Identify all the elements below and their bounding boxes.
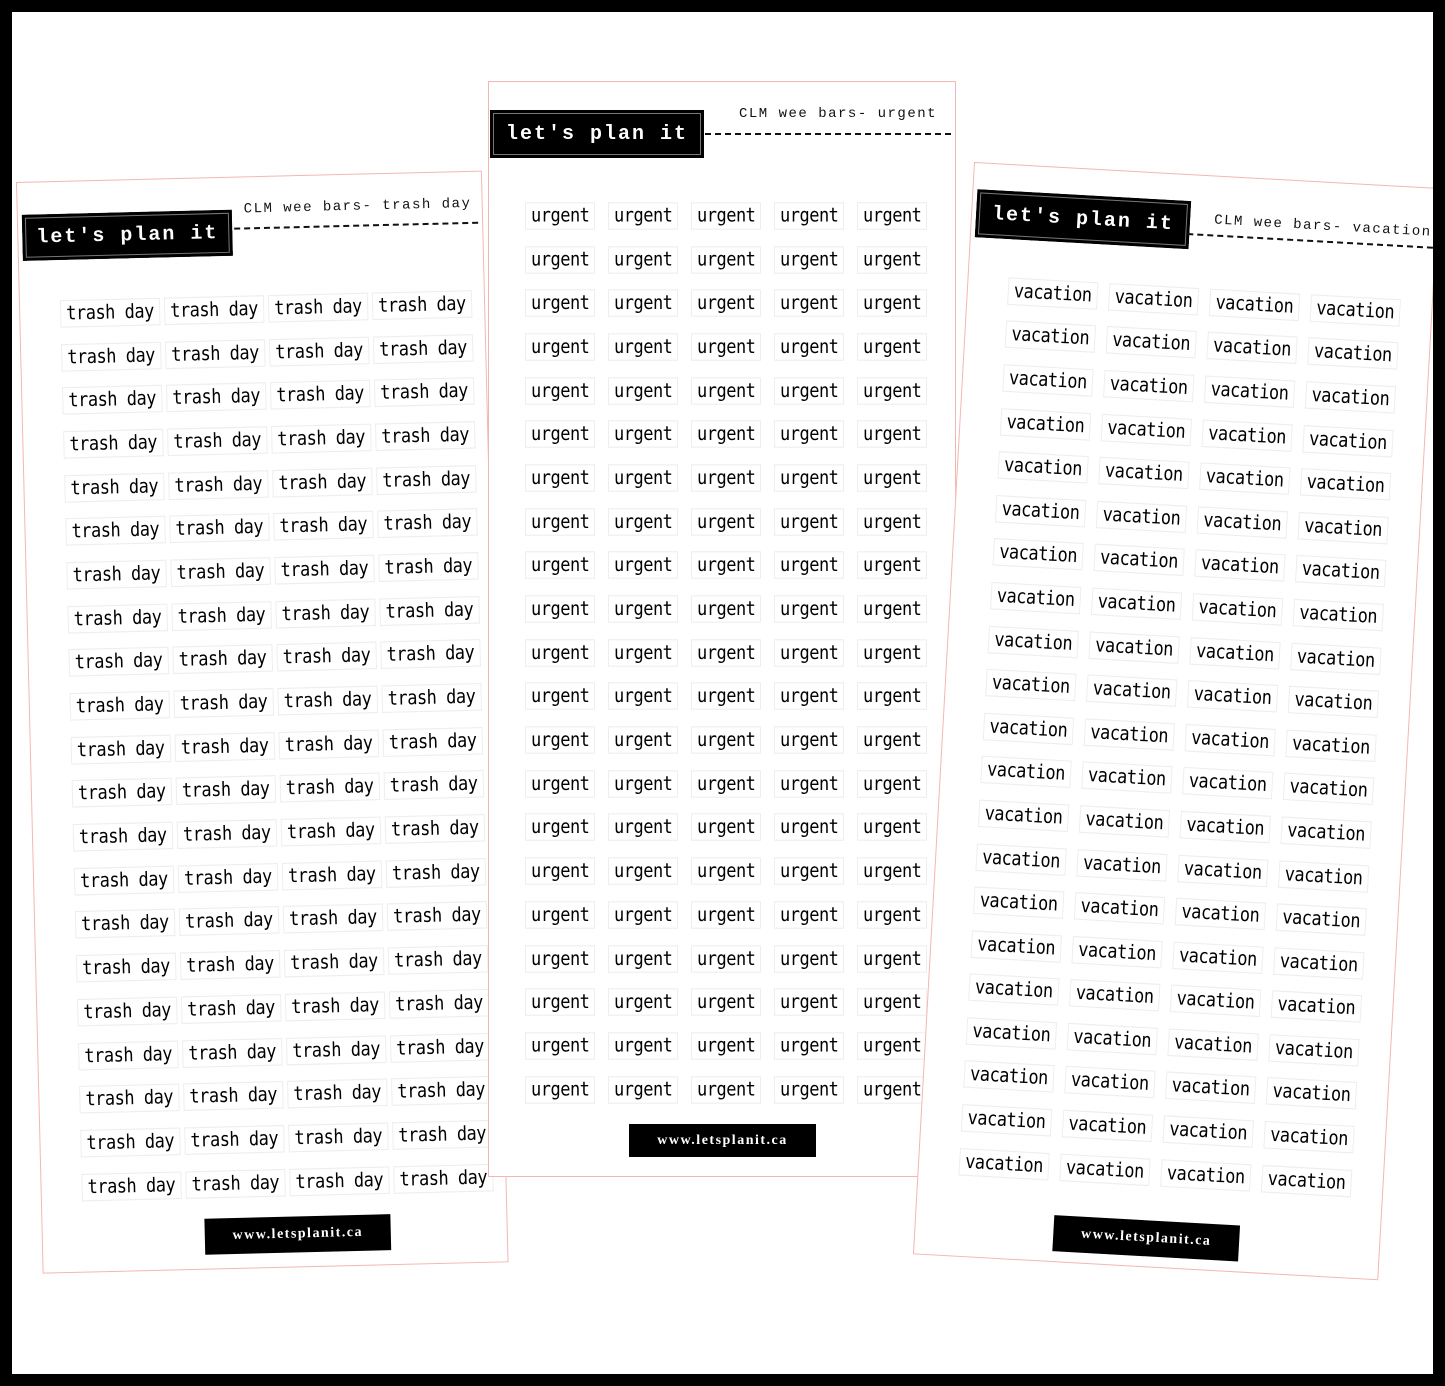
sticker-label: trash day — [79, 1084, 179, 1114]
sticker-label: trash day — [184, 1125, 284, 1155]
sticker-label: vacation — [1266, 1077, 1357, 1110]
sticker-label: urgent — [608, 814, 678, 842]
sticker-label: urgent — [525, 508, 595, 536]
sticker-label: vacation — [1271, 990, 1362, 1023]
sticker-label: urgent — [691, 464, 761, 492]
sticker-label: trash day — [381, 683, 481, 713]
sticker-label: trash day — [271, 424, 371, 454]
sticker-label: urgent — [857, 945, 927, 973]
sticker-label: trash day — [182, 1037, 282, 1067]
sticker-label: urgent — [525, 814, 595, 842]
sticker-label: vacation — [1290, 642, 1381, 675]
sticker-label: vacation — [971, 930, 1062, 963]
sticker-label: vacation — [1209, 288, 1300, 321]
sticker-label: vacation — [1084, 718, 1175, 751]
title-divider — [705, 133, 951, 135]
sticker-label: urgent — [857, 246, 927, 274]
sticker-label: urgent — [857, 552, 927, 580]
sticker-label: trash day — [281, 817, 381, 847]
sticker-label: urgent — [691, 726, 761, 754]
sticker-label: vacation — [980, 756, 1071, 789]
sticker-label: urgent — [608, 202, 678, 230]
sticker-label: trash day — [176, 775, 276, 805]
sticker-label: vacation — [1263, 1121, 1354, 1154]
sticker-label: vacation — [1180, 811, 1271, 844]
sticker-label: trash day — [183, 1081, 283, 1111]
sticker-label: trash day — [75, 909, 175, 939]
sticker-label: vacation — [988, 625, 1079, 658]
sticker-label: urgent — [608, 901, 678, 929]
sticker-label: urgent — [774, 945, 844, 973]
sticker-label: trash day — [164, 295, 264, 325]
sticker-label: vacation — [997, 451, 1088, 484]
sticker-label: vacation — [1194, 550, 1285, 583]
sticker-label: urgent — [774, 857, 844, 885]
sticker-label: urgent — [691, 377, 761, 405]
sticker-label: urgent — [774, 508, 844, 536]
sticker-label: trash day — [388, 945, 488, 975]
sticker-label: vacation — [1305, 381, 1396, 414]
sheet-title: CLM wee bars- urgent — [739, 106, 938, 122]
sticker-label: trash day — [286, 1035, 386, 1065]
sticker-label: urgent — [525, 770, 595, 798]
sticker-label: vacation — [1295, 555, 1386, 588]
sticker-label: trash day — [167, 426, 267, 456]
sticker-label: trash day — [386, 858, 486, 888]
sticker-label: vacation — [975, 843, 1066, 876]
sticker-sheet-vacation — [913, 162, 1433, 1280]
sticker-label: vacation — [1268, 1034, 1359, 1067]
sticker-label: trash day — [65, 516, 165, 546]
sticker-label: urgent — [691, 420, 761, 448]
sticker-label: trash day — [377, 508, 477, 538]
sticker-label: trash day — [71, 734, 171, 764]
sticker-label: urgent — [525, 552, 595, 580]
sticker-label: vacation — [973, 886, 1064, 919]
sticker-label: vacation — [1283, 773, 1374, 806]
sticker-label: urgent — [857, 377, 927, 405]
sticker-label: urgent — [608, 639, 678, 667]
sticker-label: trash day — [81, 1171, 181, 1201]
sticker-label: trash day — [277, 686, 377, 716]
sticker-label: trash day — [389, 989, 489, 1019]
sticker-label: vacation — [1105, 326, 1196, 359]
sticker-label: trash day — [272, 467, 372, 497]
sticker-label: vacation — [1206, 332, 1297, 365]
sticker-label: trash day — [282, 860, 382, 890]
sticker-label: urgent — [774, 1032, 844, 1060]
sticker-label: urgent — [608, 857, 678, 885]
sticker-label: vacation — [963, 1061, 1054, 1094]
sticker-label: urgent — [608, 988, 678, 1016]
sticker-label: urgent — [525, 945, 595, 973]
sticker-label: urgent — [525, 1076, 595, 1104]
website-label: www.letsplanit.ca — [629, 1124, 816, 1157]
sticker-label: trash day — [181, 994, 281, 1024]
sticker-label: trash day — [393, 1163, 493, 1193]
sticker-label: urgent — [857, 857, 927, 885]
sticker-label: urgent — [774, 901, 844, 929]
sticker-label: trash day — [80, 1127, 180, 1157]
sticker-label: trash day — [72, 778, 172, 808]
sticker-label: trash day — [374, 377, 474, 407]
sticker-label: urgent — [691, 246, 761, 274]
sticker-label: vacation — [1192, 593, 1283, 626]
sticker-label: urgent — [691, 901, 761, 929]
sticker-label: urgent — [608, 1076, 678, 1104]
sticker-label: trash day — [276, 642, 376, 672]
sticker-label: vacation — [1285, 729, 1376, 762]
sticker-sheet-trash-day — [16, 171, 509, 1274]
sticker-label: urgent — [857, 1032, 927, 1060]
sticker-label: urgent — [774, 988, 844, 1016]
sticker-label: vacation — [1170, 985, 1261, 1018]
sticker-label: trash day — [289, 1166, 389, 1196]
sticker-label: trash day — [270, 380, 370, 410]
sticker-label: urgent — [857, 814, 927, 842]
sticker-label: vacation — [968, 974, 1059, 1007]
sticker-label: trash day — [284, 948, 384, 978]
sticker-label: vacation — [1182, 767, 1273, 800]
sticker-label: trash day — [373, 334, 473, 364]
sticker-sheet-urgent — [488, 81, 956, 1177]
sticker-label: trash day — [77, 996, 177, 1026]
sticker-label: trash day — [180, 950, 280, 980]
sticker-grid — [958, 269, 1418, 1206]
sticker-label: trash day — [175, 732, 275, 762]
sticker-label: urgent — [774, 1076, 844, 1104]
sticker-label: vacation — [1108, 283, 1199, 316]
sticker-grid — [525, 194, 945, 1111]
sticker-label: vacation — [1091, 587, 1182, 620]
sticker-label: urgent — [857, 988, 927, 1016]
sticker-label: trash day — [392, 1120, 492, 1150]
sticker-label: urgent — [525, 726, 595, 754]
sticker-label: trash day — [73, 822, 173, 852]
sticker-label: vacation — [1184, 724, 1275, 757]
sticker-label: urgent — [691, 639, 761, 667]
sticker-label: trash day — [390, 1032, 490, 1062]
sticker-label: trash day — [376, 465, 476, 495]
sticker-label: trash day — [62, 385, 162, 415]
sticker-label: urgent — [691, 1076, 761, 1104]
sticker-label: urgent — [525, 377, 595, 405]
sticker-label: vacation — [1167, 1028, 1258, 1061]
sticker-label: urgent — [691, 508, 761, 536]
sticker-label: urgent — [857, 464, 927, 492]
sticker-label: trash day — [169, 513, 269, 543]
sticker-label: trash day — [67, 603, 167, 633]
sticker-label: trash day — [391, 1076, 491, 1106]
sticker-label: trash day — [68, 647, 168, 677]
sticker-label: urgent — [525, 289, 595, 317]
sticker-label: urgent — [525, 333, 595, 361]
sticker-label: trash day — [179, 906, 279, 936]
sticker-label: urgent — [774, 726, 844, 754]
sticker-label: urgent — [774, 464, 844, 492]
sticker-label: urgent — [608, 377, 678, 405]
sticker-label: vacation — [1300, 468, 1391, 501]
sticker-label: trash day — [171, 601, 271, 631]
sticker-label: vacation — [1273, 947, 1364, 980]
sticker-label: vacation — [1096, 500, 1187, 533]
sheet-title: CLM wee bars- trash day — [243, 195, 472, 218]
sticker-label: urgent — [608, 770, 678, 798]
sticker-label: urgent — [608, 289, 678, 317]
sticker-label: vacation — [1076, 849, 1167, 882]
sticker-label: trash day — [173, 688, 273, 718]
sticker-label: urgent — [608, 552, 678, 580]
sticker-label: urgent — [608, 945, 678, 973]
sticker-label: urgent — [525, 464, 595, 492]
sticker-label: trash day — [177, 819, 277, 849]
sticker-label: urgent — [857, 289, 927, 317]
sticker-grid — [60, 282, 492, 1209]
sticker-label: urgent — [774, 202, 844, 230]
sticker-label: trash day — [387, 901, 487, 931]
sticker-label: urgent — [691, 857, 761, 885]
brand-label: let's plan it — [975, 189, 1191, 249]
sticker-label: urgent — [691, 552, 761, 580]
sticker-label: urgent — [691, 814, 761, 842]
sticker-label: urgent — [774, 377, 844, 405]
canvas — [12, 12, 1433, 1374]
sticker-label: trash day — [274, 555, 374, 585]
sheet-title: CLM wee bars- vacation — [1213, 212, 1433, 241]
sticker-label: vacation — [985, 669, 1076, 702]
sticker-label: urgent — [608, 464, 678, 492]
sticker-label: vacation — [995, 495, 1086, 528]
title-divider — [234, 222, 478, 230]
sticker-label: vacation — [1189, 637, 1280, 670]
sticker-label: urgent — [691, 1032, 761, 1060]
sticker-label: urgent — [857, 901, 927, 929]
sticker-label: vacation — [1071, 936, 1162, 969]
sticker-label: vacation — [1261, 1165, 1352, 1198]
sticker-label: urgent — [691, 683, 761, 711]
sticker-label: vacation — [990, 582, 1081, 615]
sticker-label: trash day — [61, 341, 161, 371]
sticker-label: trash day — [172, 644, 272, 674]
sticker-label: vacation — [958, 1148, 1049, 1181]
sticker-label: urgent — [608, 508, 678, 536]
sticker-label: trash day — [170, 557, 270, 587]
sticker-label: vacation — [1069, 979, 1160, 1012]
sticker-label: urgent — [691, 289, 761, 317]
sticker-label: vacation — [992, 538, 1083, 571]
sticker-label: vacation — [983, 712, 1074, 745]
sticker-label: trash day — [76, 953, 176, 983]
sticker-label: vacation — [1175, 898, 1266, 931]
sticker-label: urgent — [857, 420, 927, 448]
sticker-label: vacation — [1278, 860, 1369, 893]
sticker-label: urgent — [857, 770, 927, 798]
sticker-label: trash day — [375, 421, 475, 451]
sticker-label: urgent — [857, 202, 927, 230]
sticker-label: vacation — [1204, 375, 1295, 408]
sticker-label: urgent — [608, 1032, 678, 1060]
sticker-label: trash day — [168, 470, 268, 500]
sticker-label: vacation — [1293, 599, 1384, 632]
sticker-label: trash day — [378, 552, 478, 582]
sticker-label: urgent — [857, 333, 927, 361]
brand-label: let's plan it — [22, 210, 233, 261]
sticker-label: trash day — [275, 598, 375, 628]
sticker-label: trash day — [279, 729, 379, 759]
sticker-label: vacation — [1187, 680, 1278, 713]
sticker-label: urgent — [525, 901, 595, 929]
sticker-label: vacation — [978, 799, 1069, 832]
sticker-label: vacation — [1280, 816, 1371, 849]
sticker-label: urgent — [691, 333, 761, 361]
sticker-label: vacation — [1005, 321, 1096, 354]
sticker-label: trash day — [78, 1040, 178, 1070]
sticker-label: urgent — [857, 683, 927, 711]
sticker-label: urgent — [608, 420, 678, 448]
sticker-label: vacation — [1093, 544, 1184, 577]
brand-label: let's plan it — [490, 110, 704, 158]
sticker-label: urgent — [525, 1032, 595, 1060]
sticker-label: urgent — [774, 420, 844, 448]
sticker-label: urgent — [608, 683, 678, 711]
sticker-label: vacation — [1276, 903, 1367, 936]
sticker-label: urgent — [691, 945, 761, 973]
sticker-label: vacation — [1098, 457, 1189, 490]
sticker-label: vacation — [1086, 674, 1177, 707]
sticker-label: urgent — [691, 988, 761, 1016]
sticker-label: vacation — [1059, 1153, 1150, 1186]
sticker-label: urgent — [774, 639, 844, 667]
sticker-label: vacation — [1199, 462, 1290, 495]
sticker-label: urgent — [774, 552, 844, 580]
sticker-label: urgent — [525, 246, 595, 274]
sticker-label: vacation — [1160, 1159, 1251, 1192]
sticker-label: urgent — [774, 814, 844, 842]
sticker-label: trash day — [379, 596, 479, 626]
sticker-label: trash day — [287, 1079, 387, 1109]
sticker-label: vacation — [1201, 419, 1292, 452]
sticker-label: vacation — [1302, 425, 1393, 458]
website-label: www.letsplanit.ca — [1052, 1215, 1240, 1261]
sticker-label: vacation — [1165, 1072, 1256, 1105]
sticker-label: urgent — [774, 683, 844, 711]
sticker-label: trash day — [280, 773, 380, 803]
sticker-label: vacation — [1103, 370, 1194, 403]
sticker-label: urgent — [525, 683, 595, 711]
sticker-label: urgent — [691, 595, 761, 623]
sticker-label: vacation — [1177, 854, 1268, 887]
sticker-label: vacation — [1007, 277, 1098, 310]
sticker-label: urgent — [691, 202, 761, 230]
sticker-label: trash day — [63, 429, 163, 459]
sticker-label: urgent — [525, 202, 595, 230]
sticker-label: trash day — [166, 382, 266, 412]
sticker-label: vacation — [1288, 686, 1379, 719]
sticker-label: vacation — [1081, 762, 1172, 795]
sticker-label: trash day — [384, 770, 484, 800]
sticker-label: urgent — [857, 508, 927, 536]
sticker-label: urgent — [608, 595, 678, 623]
sticker-label: vacation — [1000, 408, 1091, 441]
sticker-label: vacation — [1002, 364, 1093, 397]
sticker-label: urgent — [857, 1076, 927, 1104]
sticker-label: trash day — [385, 814, 485, 844]
sticker-label: vacation — [1079, 805, 1170, 838]
sticker-label: urgent — [774, 770, 844, 798]
sticker-label: vacation — [961, 1104, 1052, 1137]
sticker-label: trash day — [70, 691, 170, 721]
sticker-label: urgent — [857, 726, 927, 754]
sticker-label: urgent — [608, 726, 678, 754]
sticker-label: vacation — [1074, 892, 1165, 925]
sticker-label: trash day — [74, 865, 174, 895]
sticker-label: vacation — [1297, 512, 1388, 545]
sticker-label: vacation — [1101, 413, 1192, 446]
sticker-label: urgent — [857, 639, 927, 667]
sticker-label: trash day — [273, 511, 373, 541]
sticker-label: vacation — [1064, 1066, 1155, 1099]
sticker-label: trash day — [185, 1169, 285, 1199]
sticker-label: trash day — [269, 336, 369, 366]
sticker-label: trash day — [178, 863, 278, 893]
sticker-label: urgent — [608, 246, 678, 274]
sticker-label: vacation — [1310, 294, 1401, 327]
sticker-label: vacation — [1062, 1110, 1153, 1143]
sticker-label: urgent — [525, 857, 595, 885]
sticker-label: trash day — [165, 339, 265, 369]
sticker-label: urgent — [608, 333, 678, 361]
sticker-label: vacation — [1088, 631, 1179, 664]
sticker-label: urgent — [774, 333, 844, 361]
sticker-label: urgent — [857, 595, 927, 623]
sticker-label: urgent — [525, 595, 595, 623]
sticker-label: urgent — [691, 770, 761, 798]
sticker-label: vacation — [1163, 1115, 1254, 1148]
sticker-label: trash day — [380, 639, 480, 669]
sticker-label: urgent — [525, 420, 595, 448]
sticker-label: trash day — [64, 472, 164, 502]
sticker-label: vacation — [1067, 1023, 1158, 1056]
sticker-label: vacation — [966, 1017, 1057, 1050]
website-label: www.letsplanit.ca — [204, 1214, 391, 1255]
sticker-label: trash day — [288, 1122, 388, 1152]
sticker-label: urgent — [774, 246, 844, 274]
sticker-label: trash day — [372, 290, 472, 320]
sticker-label: urgent — [774, 289, 844, 317]
sticker-label: urgent — [774, 595, 844, 623]
sticker-label: trash day — [268, 292, 368, 322]
sticker-label: trash day — [66, 560, 166, 590]
sticker-label: vacation — [1172, 941, 1263, 974]
sticker-label: trash day — [283, 904, 383, 934]
sticker-label: urgent — [525, 988, 595, 1016]
sticker-label: trash day — [285, 991, 385, 1021]
sticker-label: vacation — [1197, 506, 1288, 539]
sticker-label: trash day — [60, 298, 160, 328]
sticker-label: vacation — [1307, 338, 1398, 371]
sticker-label: urgent — [525, 639, 595, 667]
sticker-label: trash day — [382, 727, 482, 757]
